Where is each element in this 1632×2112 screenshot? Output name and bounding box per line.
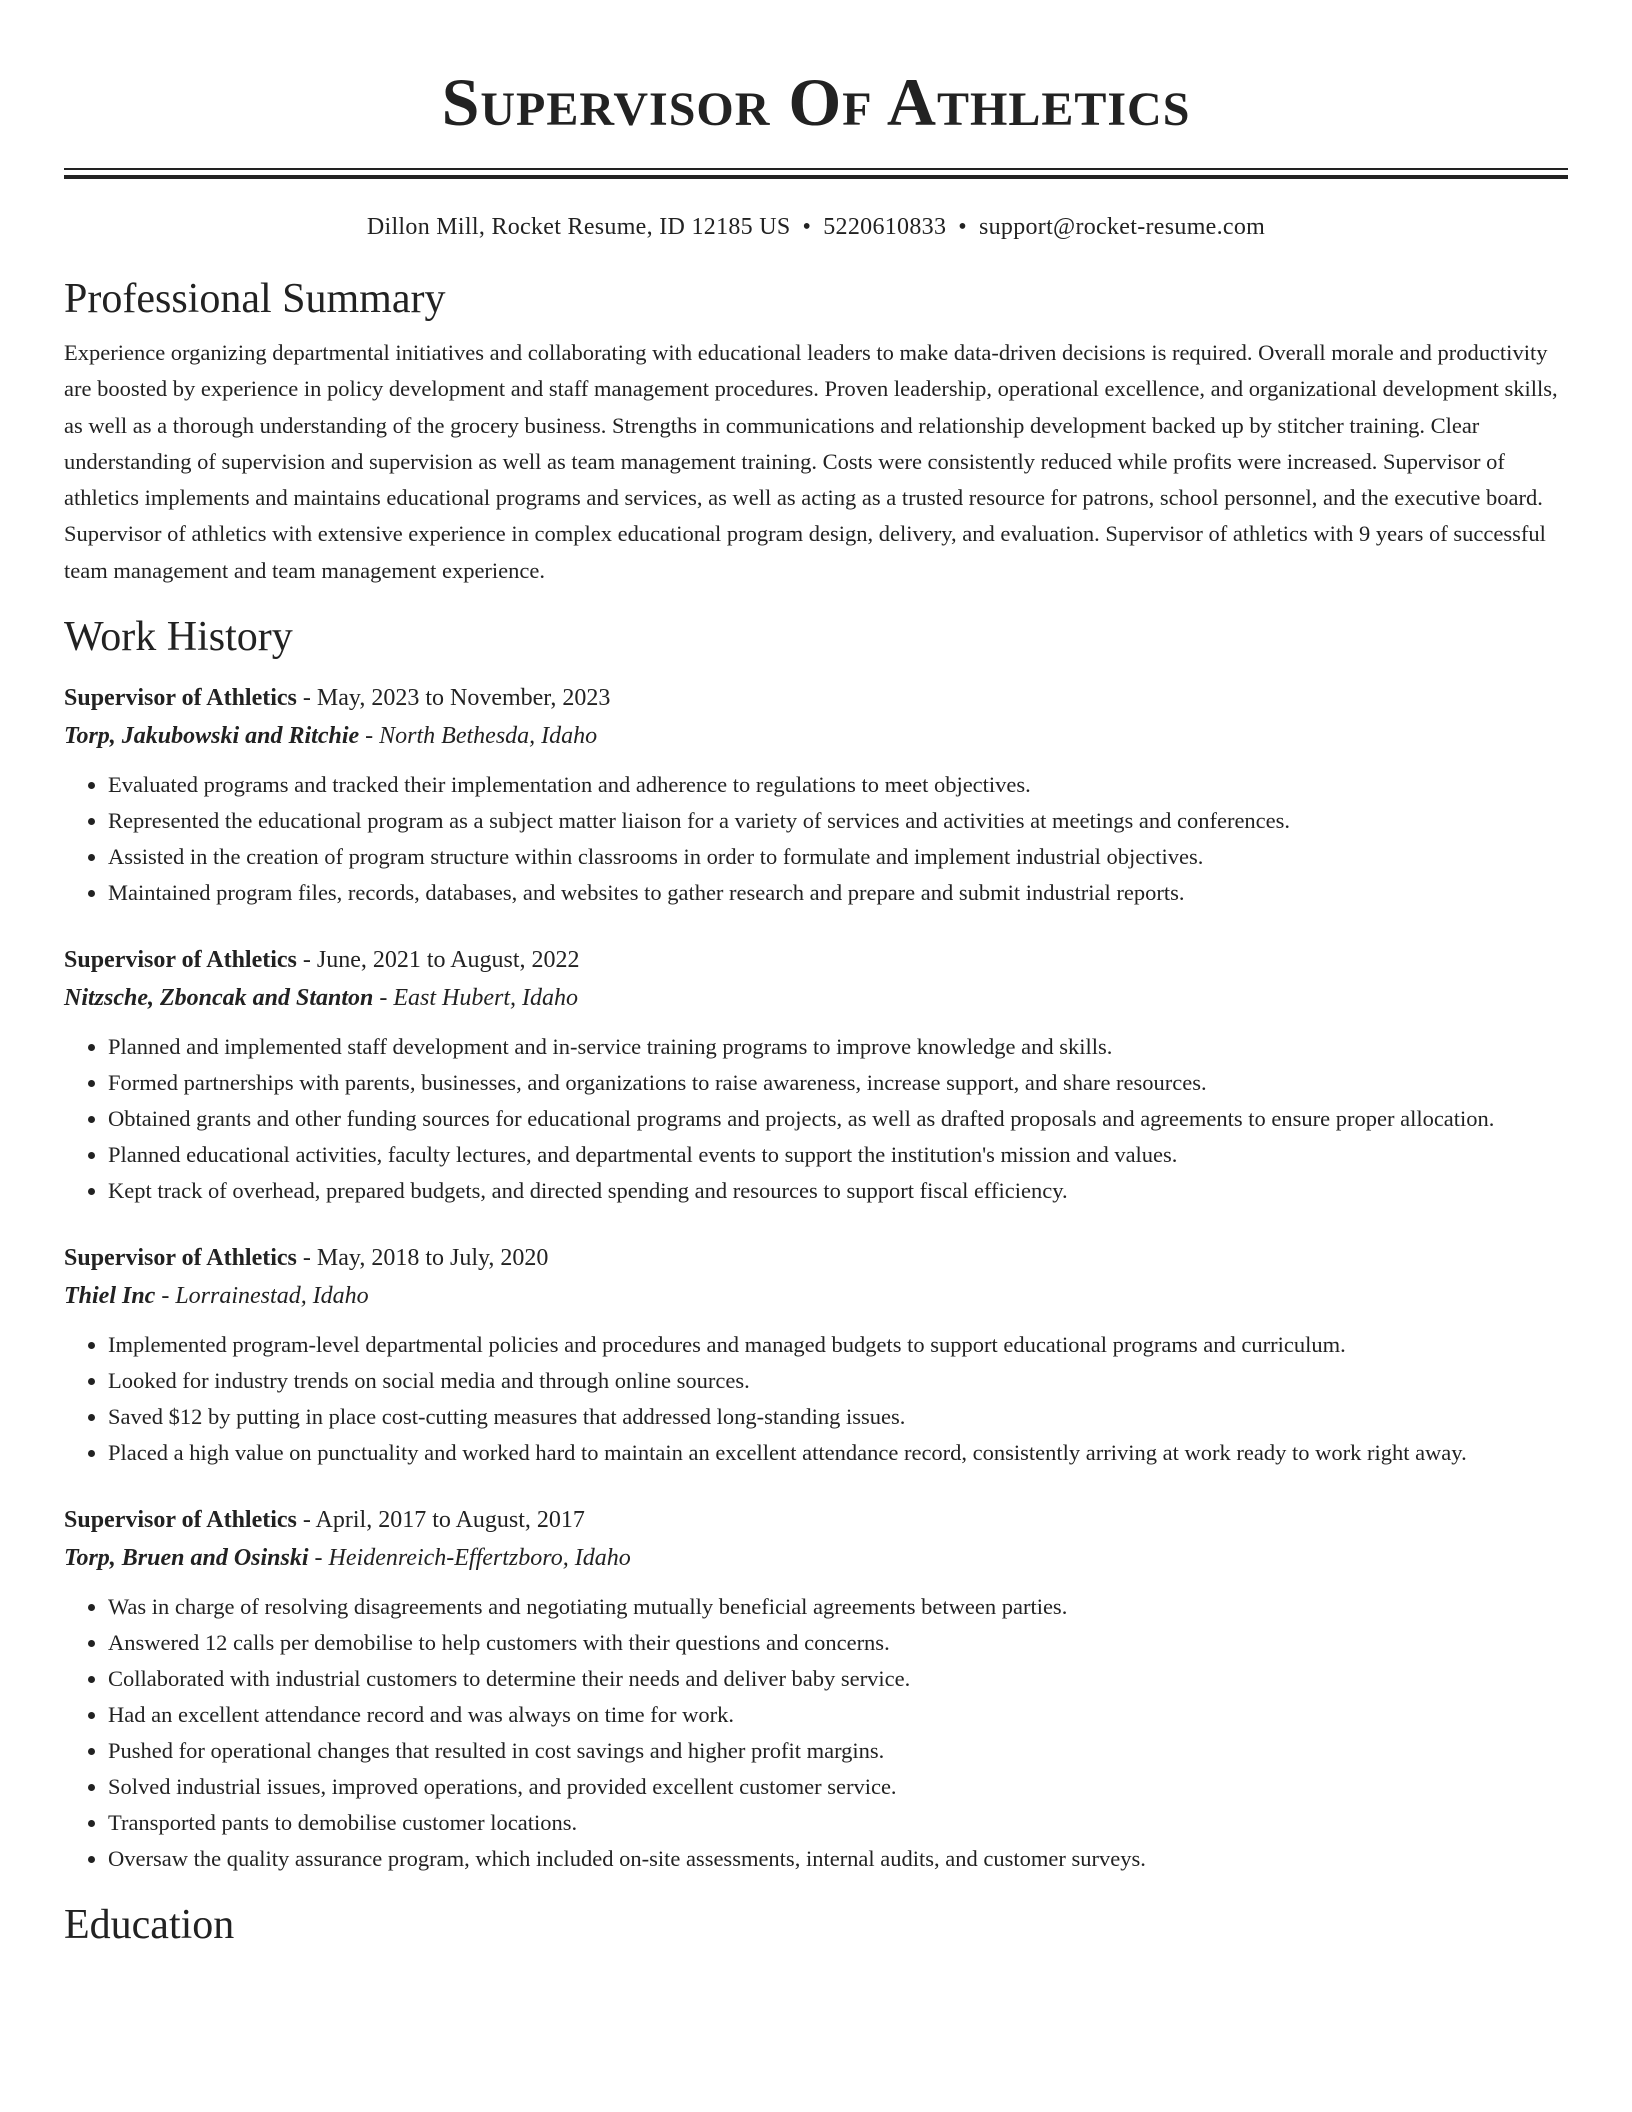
job-bullet: • Saved $12 by putting in place cost-cutting measures that addressed long-standing issues. <box>108 1399 1568 1435</box>
job-location: - East Hubert, Idaho <box>373 985 579 1012</box>
job-title-line <box>64 941 1568 979</box>
resume-page <box>64 0 1568 1951</box>
title-divider-thin <box>64 168 1568 170</box>
job-bullet: • Looked for industry trends on social media and through online sources. <box>108 1363 1568 1399</box>
contact-phone: 5220610833 <box>823 214 947 240</box>
contact-line <box>64 211 1568 243</box>
job-dates: - June, 2021 to August, 2022 <box>296 947 580 974</box>
job-bullet: • Was in charge of resolving disagreements and negotiating mutually beneficial agreements between parties. <box>108 1589 1568 1625</box>
job-company-line <box>64 979 1568 1017</box>
job-title-line <box>64 679 1568 717</box>
job-bullet: • Had an excellent attendance record and was always on time for work. <box>108 1697 1568 1733</box>
job-company-line <box>64 1277 1568 1315</box>
contact-email: support@rocket-resume.com <box>978 214 1266 240</box>
job-company-line <box>64 1539 1568 1577</box>
contact-address: Dillon Mill, Rocket Resume, ID 12185 US <box>366 214 791 240</box>
job-bullet: • Assisted in the creation of program structure within classrooms in order to formulate and implement industrial objectives. <box>108 839 1568 875</box>
job-bullet-list <box>64 1327 1568 1471</box>
job-company: Thiel Inc <box>64 1283 156 1310</box>
job-bullet: • Transported pants to demobilise customer locations. <box>108 1805 1568 1841</box>
job-bullet: • Maintained program files, records, databases, and websites to gather research and prepare and submit industrial reports. <box>108 875 1568 911</box>
job-dates: - May, 2018 to July, 2020 <box>296 1245 549 1272</box>
job-company: Torp, Bruen and Osinski <box>64 1545 309 1572</box>
education-heading: Education <box>64 1902 235 1949</box>
job-entry <box>64 1501 1568 1877</box>
job-role: Supervisor of Athletics <box>64 1245 297 1272</box>
job-role: Supervisor of Athletics <box>64 1507 297 1534</box>
job-bullet: • Answered 12 calls per demobilise to help customers with their questions and concerns. <box>108 1625 1568 1661</box>
title-divider-thick <box>64 175 1568 179</box>
job-location: - Lorrainestad, Idaho <box>155 1283 369 1310</box>
job-dates: - May, 2023 to November, 2023 <box>296 685 611 712</box>
job-entry <box>64 1239 1568 1471</box>
job-company: Torp, Jakubowski and Ritchie <box>64 723 360 750</box>
job-bullet: • Obtained grants and other funding sources for educational programs and projects, as well as drafted proposals and agreements to ensure proper allocation. <box>108 1101 1568 1137</box>
contact-separator: • <box>802 214 812 240</box>
summary-heading: Professional Summary <box>64 276 446 322</box>
job-bullet: • Collaborated with industrial customers to determine their needs and deliver baby service. <box>108 1661 1568 1697</box>
job-bullet-list <box>64 1029 1568 1209</box>
job-bullet: • Formed partnerships with parents, businesses, and organizations to raise awareness, increase support, and share resources. <box>108 1065 1568 1101</box>
job-title-line <box>64 1239 1568 1277</box>
job-location: - Heidenreich-Effertzboro, Idaho <box>308 1545 631 1572</box>
job-title-line <box>64 1501 1568 1539</box>
summary-text: Experience organizing departmental initiatives and collaborating with educational leaders to make data-driven decisions is required. Overall morale and productivity are boosted by experience in policy development and staff management procedures. Proven leadership, operational excellence, and organizational development skills, as well as a thorough understanding of the grocery business. Strengths in communications and relationship development backed up by stitcher training. Clear understanding of supervision and supervision as well as team management training. Costs were consistently reduced while profits were increased. Supervisor of athletics implements and maintains educational programs and services, as well as acting as a trusted resource for patrons, school personnel, and the executive board. Supervisor of athletics with extensive experience in complex educational program design, delivery, and evaluation. Supervisor of athletics with 9 years of successful team management and team management experience. <box>64 340 1558 583</box>
job-bullet: • Planned educational activities, faculty lectures, and departmental events to support the institution's mission and values. <box>108 1137 1568 1173</box>
contact-separator: • <box>958 214 967 240</box>
job-location: - North Bethesda, Idaho <box>359 723 598 750</box>
job-bullet: • Solved industrial issues, improved operations, and provided excellent customer service. <box>108 1769 1568 1805</box>
job-role: Supervisor of Athletics <box>64 947 297 974</box>
job-bullet: • Kept track of overhead, prepared budgets, and directed spending and resources to support fiscal efficiency. <box>108 1173 1568 1209</box>
job-bullet: • Placed a high value on punctuality and worked hard to maintain an excellent attendance record, consistently arriving at work ready to work right away. <box>108 1435 1568 1471</box>
job-bullet: • Planned and implemented staff development and in-service training programs to improve knowledge and skills. <box>108 1029 1568 1065</box>
job-bullet-list <box>64 1589 1568 1877</box>
job-company: Nitzsche, Zboncak and Stanton <box>64 985 374 1012</box>
job-bullet: • Pushed for operational changes that resulted in cost savings and higher profit margins. <box>108 1733 1568 1769</box>
job-dates: - April, 2017 to August, 2017 <box>296 1507 585 1534</box>
job-role: Supervisor of Athletics <box>64 685 297 712</box>
job-entry <box>64 941 1568 1209</box>
work-history-heading: Work History <box>64 614 293 661</box>
job-bullet: • Implemented program-level departmental policies and procedures and managed budgets to support educational programs and curriculum. <box>108 1327 1568 1363</box>
job-bullet: • Oversaw the quality assurance program, which included on-site assessments, internal audits, and customer surveys. <box>108 1841 1568 1877</box>
job-bullet: • Evaluated programs and tracked their implementation and adherence to regulations to meet objectives. <box>108 767 1568 803</box>
job-bullet-list <box>64 767 1568 911</box>
job-company-line <box>64 717 1568 755</box>
job-entry <box>64 679 1568 911</box>
job-bullet: • Represented the educational program as a subject matter liaison for a variety of services and activities at meetings and conferences. <box>108 803 1568 839</box>
resume-title: Supervisor Of Athletics <box>441 64 1191 140</box>
